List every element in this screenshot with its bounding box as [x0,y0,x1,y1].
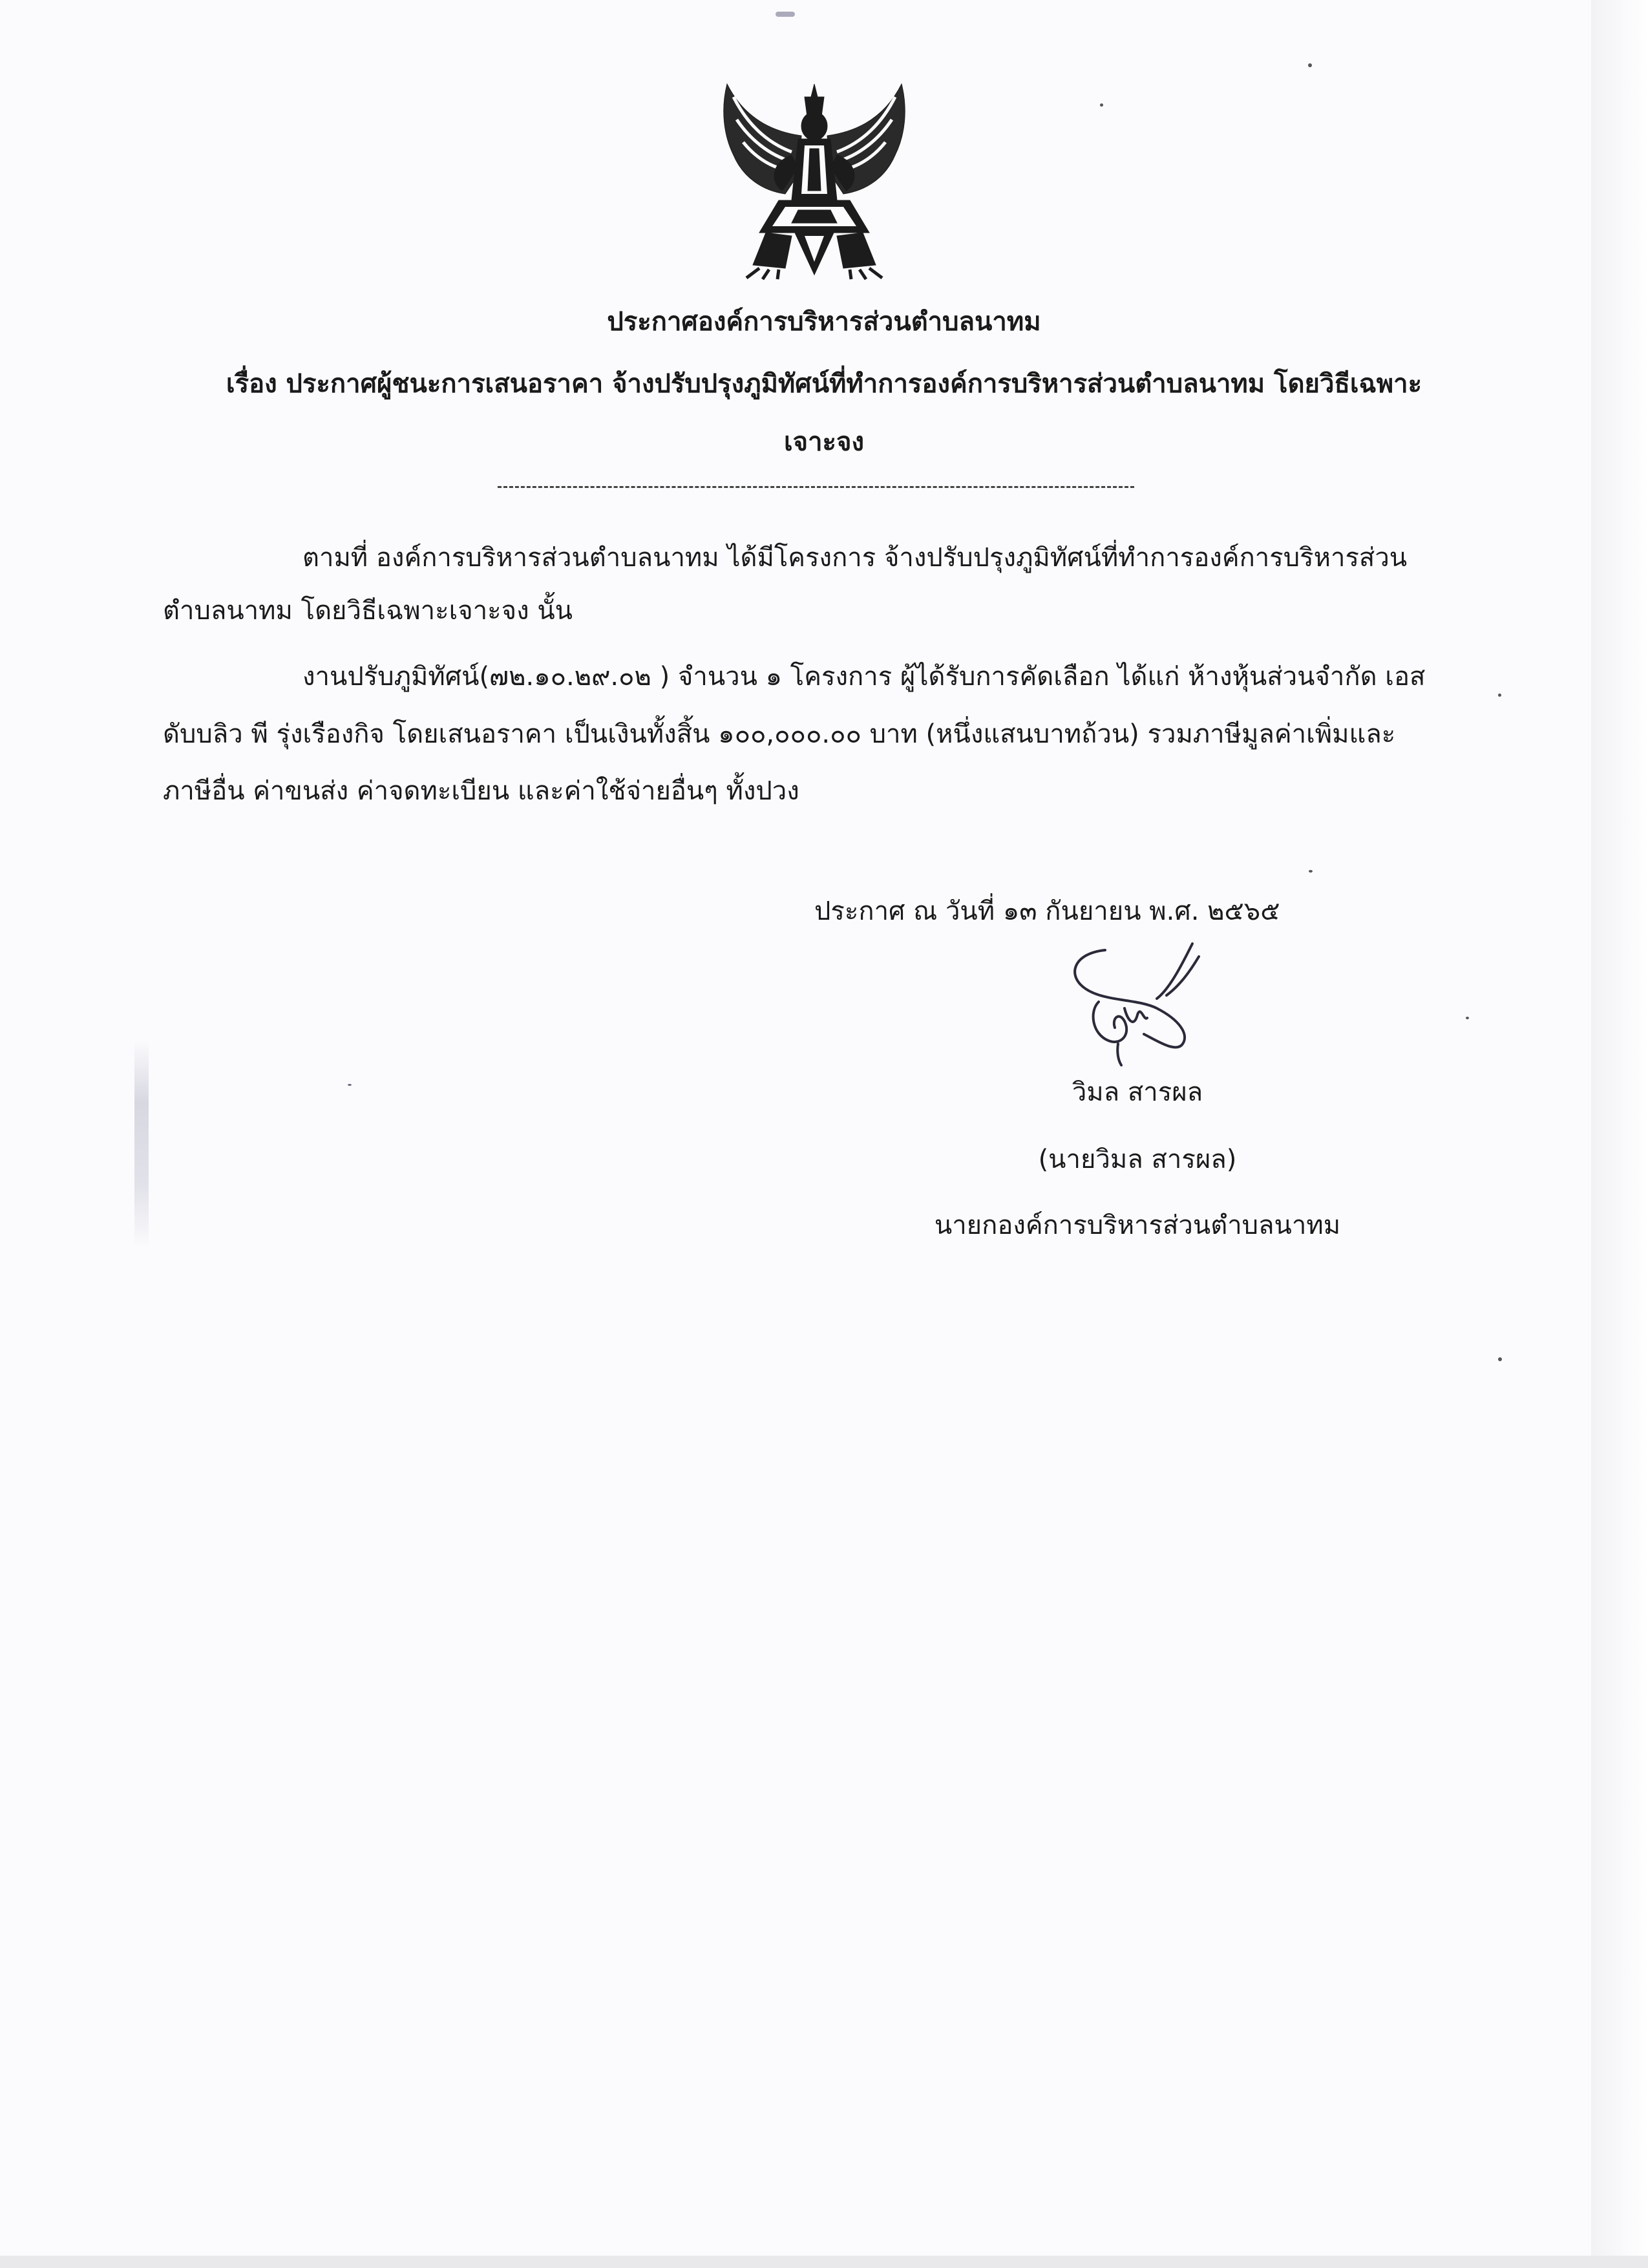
paragraph-1-line-1: ตามที่ องค์การบริหารส่วนตำบลนาทม ได้มีโครงการ จ้างปรับปรุงภูมิทัศน์ที่ทำการองค์การบริหารส่วน [302,543,1408,573]
header-divider [498,486,1134,488]
paragraph-2-line-1: งานปรับภูมิทัศน์(๗๒.๑๐.๒๙.๐๒ ) จำนวน ๑ โครงการ ผู้ได้รับการคัดเลือก ได้แก่ ห้างหุ้นส่วนจำกัด เอส [302,662,1426,692]
scan-speck [1466,1017,1469,1019]
paragraph-1-line-2: ตำบลนาทม โดยวิธีเฉพาะเจาะจง นั้น [163,596,573,626]
scan-edge-right [1591,0,1648,2268]
paragraph-2-line-2: ดับบลิว พี รุ่งเรืองกิจ โดยเสนอราคา เป็นเงินทั้งสิ้น ๑๐๐,๐๐๐.๐๐ บาท (หนึ่งแสนบาทถ้วน) รวมภาษีมูลค่าเพิ่มและ [163,719,1396,749]
announcement-title: ประกาศองค์การบริหารส่วนตำบลนาทม [607,307,1041,337]
paragraph-2-line-3: ภาษีอื่น ค่าขนส่ง ค่าจดทะเบียน และค่าใช้จ่ายอื่นๆ ทั้งปวง [163,776,799,806]
scan-speck [1309,870,1313,873]
subject-line-continued: เจาะจง [783,427,865,457]
scan-speck [1100,103,1103,107]
scan-smudge [134,1041,149,1247]
scan-speck [1308,63,1312,67]
announce-date: ประกาศ ณ วันที่ ๑๓ กันยายน พ.ศ. ๒๕๖๕ [814,896,1280,926]
garuda-emblem-icon [708,71,921,284]
signer-name: วิมล สารผล [1072,1077,1203,1107]
scan-speck [1498,694,1501,697]
signature-icon [1060,937,1215,1073]
signer-position: นายกองค์การบริหารส่วนตำบลนาทม [934,1211,1341,1240]
signer-full-name: (นายวิมล สารผล) [1038,1145,1237,1174]
subject-line: เรื่อง ประกาศผู้ชนะการเสนอราคา จ้างปรับปรุงภูมิทัศน์ที่ทำการองค์การบริหารส่วนตำบลนาทม โดยวิธีเฉพาะ [226,369,1422,399]
scan-edge-bottom [0,2256,1648,2268]
scan-speck [776,12,795,17]
scan-speck [348,1084,352,1086]
scan-speck [1498,1357,1502,1361]
